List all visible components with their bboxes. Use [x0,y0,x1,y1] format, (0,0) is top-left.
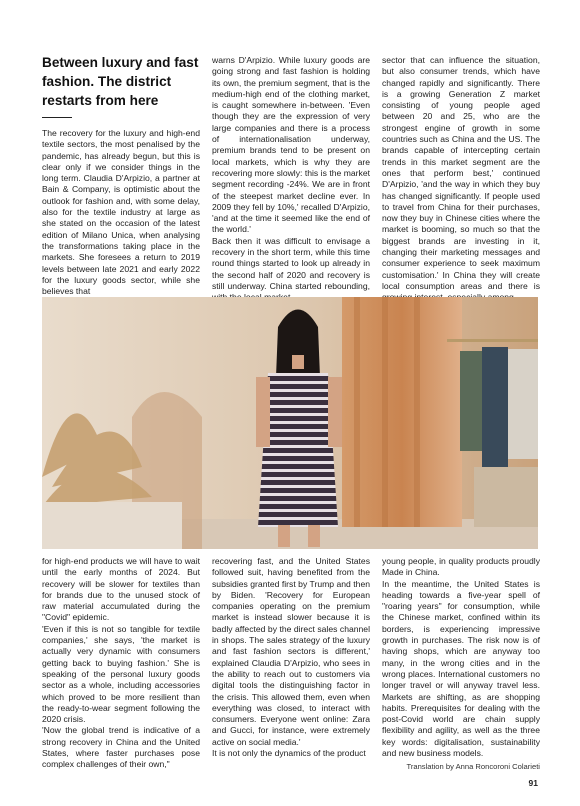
paragraph: In the meantime, the United States is heading towards a five-year spell of "roaring years" for consumption, while the Chinese market, confined within its borders, is experiencing impressive growth in purchases. The risk now is of having shops, which are anyway too many, in the wrong cities and in the wrong places. International customers no longer travel or will anyway travel less. Markets are shifting, as are shopping habits. Prerequisites for dealing with the post-Covid world are chain supply flexibility and agility, as well as the three key words: digitalisation, sustainability and new business models. [382,578,540,759]
page-number: 91 [528,778,538,788]
column-3-top [382,55,540,304]
paragraph: recovering fast, and the United States followed suit, having benefited from the subsidies granted first by Trump and then by Biden. 'Recovery for European companies operating on the premium market is instead slower because it is badly affected by the direct sales channel in shops. The sales strategy of the luxury and fast fashion sectors is different,' explained Claudia D'Arpizio, who sees in the ability to reach out to customers via digital tools the distinguishing factor in the crisis. This allowed them, even when everything was closed, to interact with consumers. Everyone went online: Zara and Gucci, for instance, were extremely active on social media.' [212,556,370,747]
paragraph: warns D'Arpizio. While luxury goods are going strong and fast fashion is holding its own, the premium segment, that is the medium-high end of the clothing market, is caught somewhere in-between. 'Even though they are the expression of very large companies and there is a process of internationalisation underway, premium brands tend to be present on local markets, which is why they are recovering more slowly: this is the market segment recording -24%. We are in front of the steepest market decline ever. In 2009 they fell by 10%,' recalled D'Arpizio, 'and at the time it seemed like the end of the world.' [212,55,370,235]
column-1-bottom [42,556,200,771]
translation-credit: Translation by Anna Roncoroni Colarieti [406,762,540,772]
paragraph: 'Even if this is not so tangible for textile companies,' she says, 'the market is actually very dynamic with consumers getting back to buying fashion.' She is speaking of the personal luxury goods sector as a whole, including accessories which proved to be more resilient than the ready-to-wear segment following the 2020 crisis. [42,623,200,725]
paragraph: young people, in quality products proudly Made in China. [382,556,540,578]
fashion-photo [42,297,538,549]
paragraph: It is not only the dynamics of the product [212,748,366,759]
column-3-bottom [382,556,540,773]
woman-in-striped-dress-image [42,297,538,549]
article-headline: Between luxury and fast fashion. The district restarts from here [42,55,199,108]
column-1-top [42,128,200,297]
paragraph: 'Now the global trend is indicative of a strong recovery in China and the United States, where faster purchases pose complex challenges of their own," [42,725,200,770]
column-2-top [212,55,370,304]
column-2-bottom [212,556,370,759]
paragraph: Back then it was difficult to envisage a recovery in the short term, while this time round things started to look up already in the second half of 2020 and recovery is still underway. China started rebounding, [212,235,370,291]
paragraph: The recovery for the luxury and high-end textile sectors, the most penalised by the pandemic, has already begun, but this is clear only if we consider things in the long term. Claudia D'Arpizio, a partner at Bain & Company, is optimistic about the outlook for fashion and, with some delay, also for the textile industry at large as she stated on the occasion of the latest edition of Milano Unica, when analysing the transformations taking place in the markets. She foresees a return to 2019 levels between late 2021 and early 2022 for the luxury goods sector, while she believes that [42,128,200,297]
headline-rule [42,117,72,118]
paragraph: for high-end products we will have to wait until the early months of 2024. But recovery will be slower for textiles than for brands due to the unused stock of raw material accumulated during the "Covid" epidemic. [42,556,200,623]
paragraph: sector that can influence the situation, but also consumer trends, which have changed rapidly and significantly. There is a growing Generation Z market consisting of young people aged between 20 and 25, who are the strongest engine of growth in some countries such as China and the US. The brands capable of intercepting certain trends in this market segment are the ones that perform best,' continued D'Arpizio, 'and the way in which they buy has changed significantly. If people used to travel from China for their purchases, now they buy in Chinese cities where the market is booming, so much so that the biggest brands are investing in it, changing their marketing messages and consumer experience to seek maximum customisation.' In China they will create local consumption areas and there is [382,55,540,291]
